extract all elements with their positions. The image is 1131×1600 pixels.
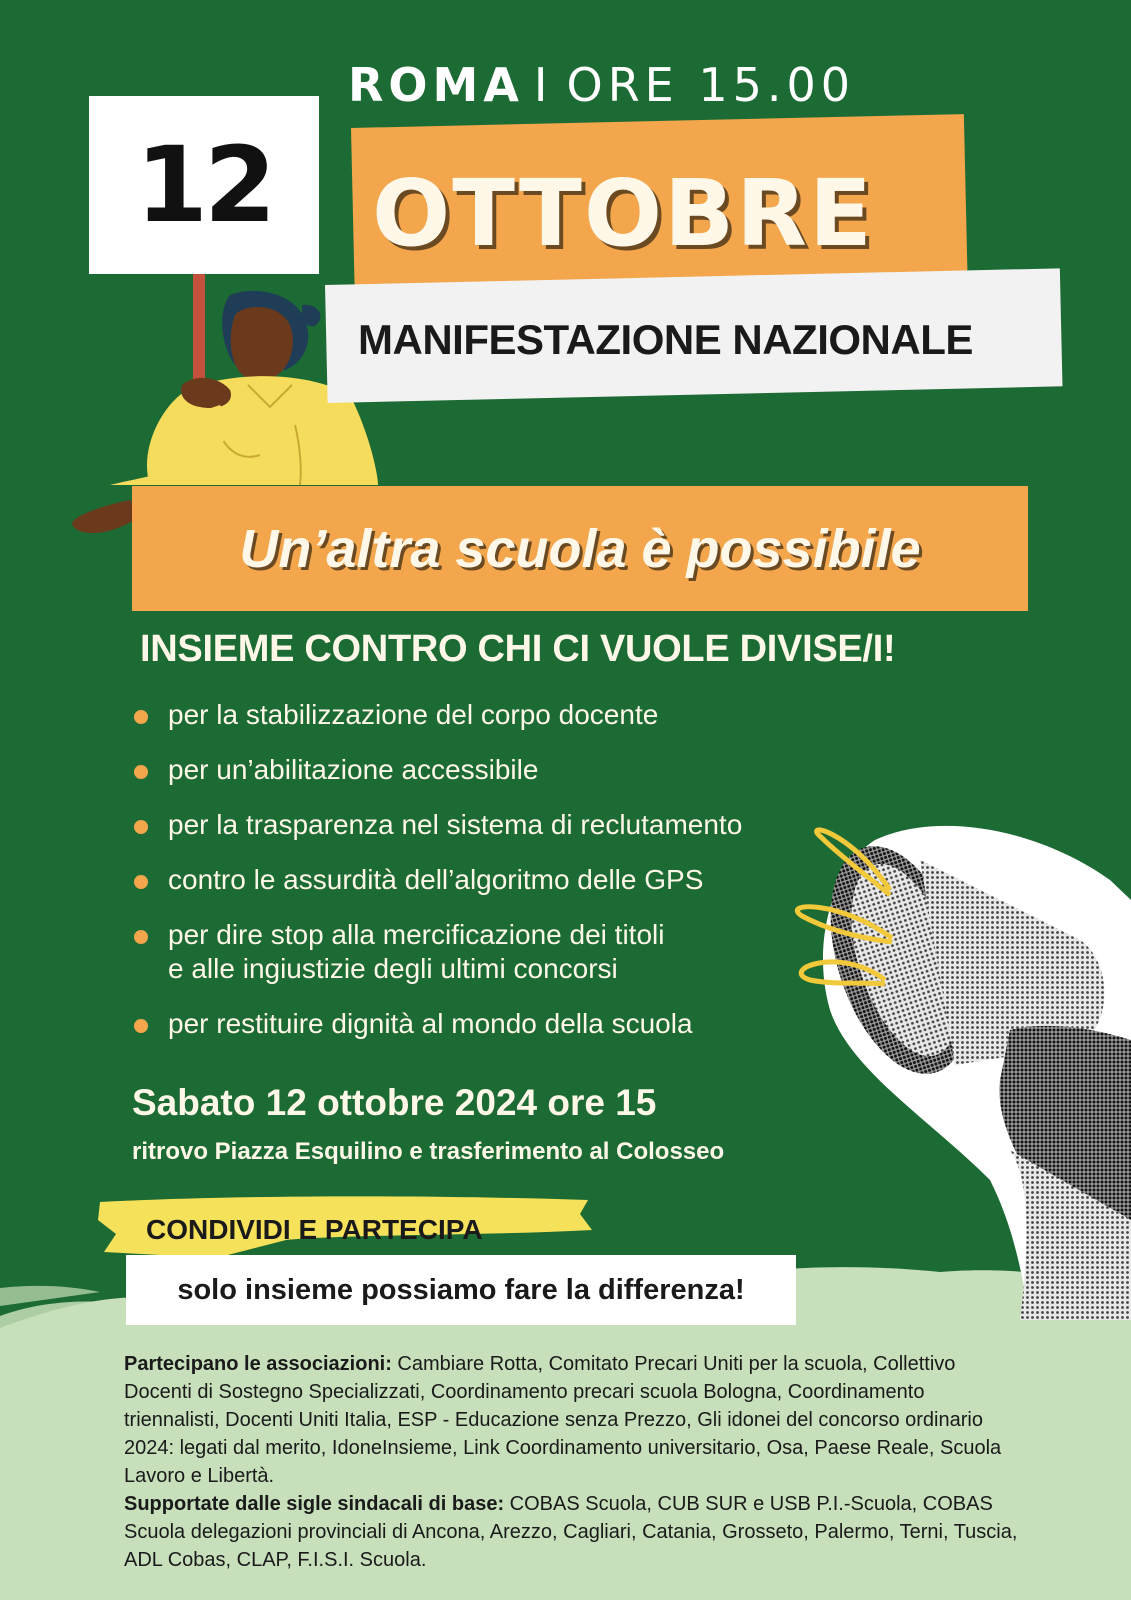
bullet-dot-icon	[134, 930, 148, 944]
date-day-sign	[89, 96, 319, 274]
list-item: per la stabilizzazione del corpo docente	[132, 698, 742, 732]
date-day: 12	[135, 124, 273, 246]
list-item: per un’abilitazione accessibile	[132, 753, 742, 787]
slogan: Un’altra scuola è possibile	[239, 518, 921, 579]
city-time-line	[348, 58, 855, 112]
share-call: CONDIVIDI E PARTECIPA	[146, 1214, 483, 1245]
bullet-dot-icon	[134, 875, 148, 889]
event-type: MANIFESTAZIONE NAZIONALE	[358, 316, 973, 363]
unions-paragraph	[124, 1490, 1024, 1574]
separator: I	[533, 58, 553, 112]
associations-list: Cambiare Rotta, Comitato Precari Uniti per la scuola, Collettivo Docenti di Sostegno Specializzati, Coordinamento precari scuola Bologna, Coordinamento triennalisti, Docenti Uniti Italia, ESP - Educazione senza Prezzo, Gli idonei del concorso ordinario 2024: legati dal merito, IdoneInsieme, Link Coordinamento universitario, Osa, Paese Reale, Scuola Lavoro e Libertà.	[124, 1353, 1002, 1487]
city: ROMA	[348, 58, 524, 112]
tagline: solo insieme possiamo fare la differenza!	[177, 1273, 745, 1306]
list-item: per la trasparenza nel sistema di reclutamento	[132, 808, 742, 842]
unions-label: Supportate dalle sigle sindacali di base:	[124, 1493, 505, 1515]
demands-list	[132, 698, 742, 1062]
time: ORE 15.00	[566, 58, 856, 112]
list-item: per restituire dignità al mondo della scuola	[132, 1007, 742, 1041]
participants-text	[124, 1350, 1024, 1574]
list-item: per dire stop alla mercificazione dei titoli e alle ingiustizie degli ultimi concorsi	[132, 918, 742, 986]
event-date: Sabato 12 ottobre 2024 ore 15	[132, 1082, 657, 1123]
tagline-box	[126, 1255, 796, 1325]
bullet-dot-icon	[134, 1019, 148, 1033]
list-item: contro le assurdità dell’algoritmo delle GPS	[132, 863, 742, 897]
subheading: INSIEME CONTRO CHI CI VUOLE DIVISE/I!	[140, 628, 896, 670]
unions-list: COBAS Scuola, CUB SUR e USB P.I.-Scuola, COBAS Scuola delegazioni provinciali di Ancona, Arezzo, Cagliari, Catania, Grosseto, Palermo, Terni, Tuscia, ADL Cobas, CLAP, F.I.S.I. Scuola.	[124, 1493, 1018, 1571]
month-title: OTTOBRE	[372, 160, 874, 267]
megaphone-hand-illustration	[780, 820, 1131, 1320]
bullet-dot-icon	[134, 820, 148, 834]
bullet-dot-icon	[134, 765, 148, 779]
associations-paragraph	[124, 1350, 1024, 1490]
bullet-dot-icon	[134, 710, 148, 724]
event-meeting-point: ritrovo Piazza Esquilino e trasferimento al Colosseo	[132, 1138, 725, 1165]
associations-label: Partecipano le associazioni:	[124, 1353, 392, 1375]
